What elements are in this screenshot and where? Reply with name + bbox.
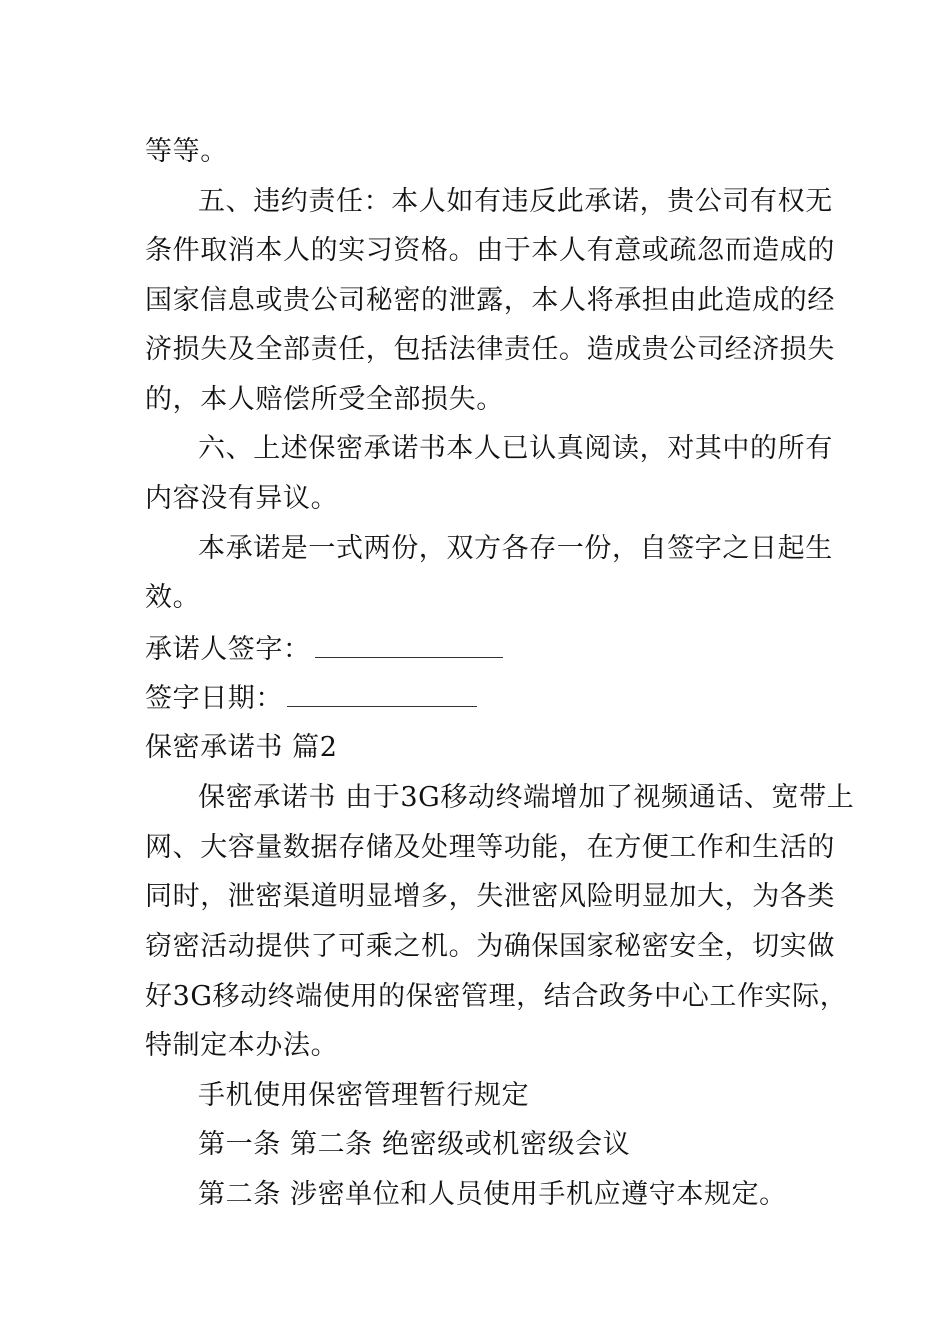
text-line: 好3G移动终端使用的保密管理，结合政务中心工作实际， [145,981,848,1012]
text-line: 效。 [145,582,201,613]
date-label: 签字日期： [145,683,283,714]
text-line: 网、大容量数据存储及处理等功能，在方便工作和生活的 [145,832,835,863]
signature-label: 承诺人签字： [145,634,311,665]
text-line: 济损失及全部责任，包括法律责任。造成贵公司经济损失 [145,334,835,365]
text-line: 窃密活动提供了可乘之机。为确保国家秘密安全，切实做 [145,931,835,962]
article-line: 第一条 第二条 绝密级或机密级会议 [198,1129,631,1160]
validity-line: 本承诺是一式两份，双方各存一份，自签字之日起生 [198,533,833,564]
date-blank[interactable] [287,680,477,707]
text-line: 条件取消本人的实习资格。由于本人有意或疏忽而造成的 [145,235,835,266]
section-heading: 保密承诺书 篇2 [145,732,338,763]
text-line: 同时，泄密渠道明显增多，失泄密风险明显加大，为各类 [145,881,835,912]
signature-line [145,631,503,668]
text-line: 的，本人赔偿所受全部损失。 [145,384,504,415]
paragraph-line: 保密承诺书 由于3G移动终端增加了视频通话、宽带上 [198,782,855,813]
regulation-title: 手机使用保密管理暂行规定 [198,1080,530,1111]
text-line: 等等。 [145,136,228,167]
article-line: 第二条 涉密单位和人员使用手机应遵守本规定。 [198,1179,787,1210]
date-line [145,680,477,717]
text-line: 内容没有异议。 [145,483,339,514]
clause-6-line: 六、上述保密承诺书本人已认真阅读，对其中的所有 [198,433,833,464]
clause-5-line: 五、违约责任：本人如有违反此承诺，贵公司有权无 [198,186,833,217]
text-line: 特制定本办法。 [145,1030,339,1061]
text-line: 国家信息或贵公司秘密的泄露，本人将承担由此造成的经 [145,285,835,316]
signature-blank[interactable] [315,631,503,658]
